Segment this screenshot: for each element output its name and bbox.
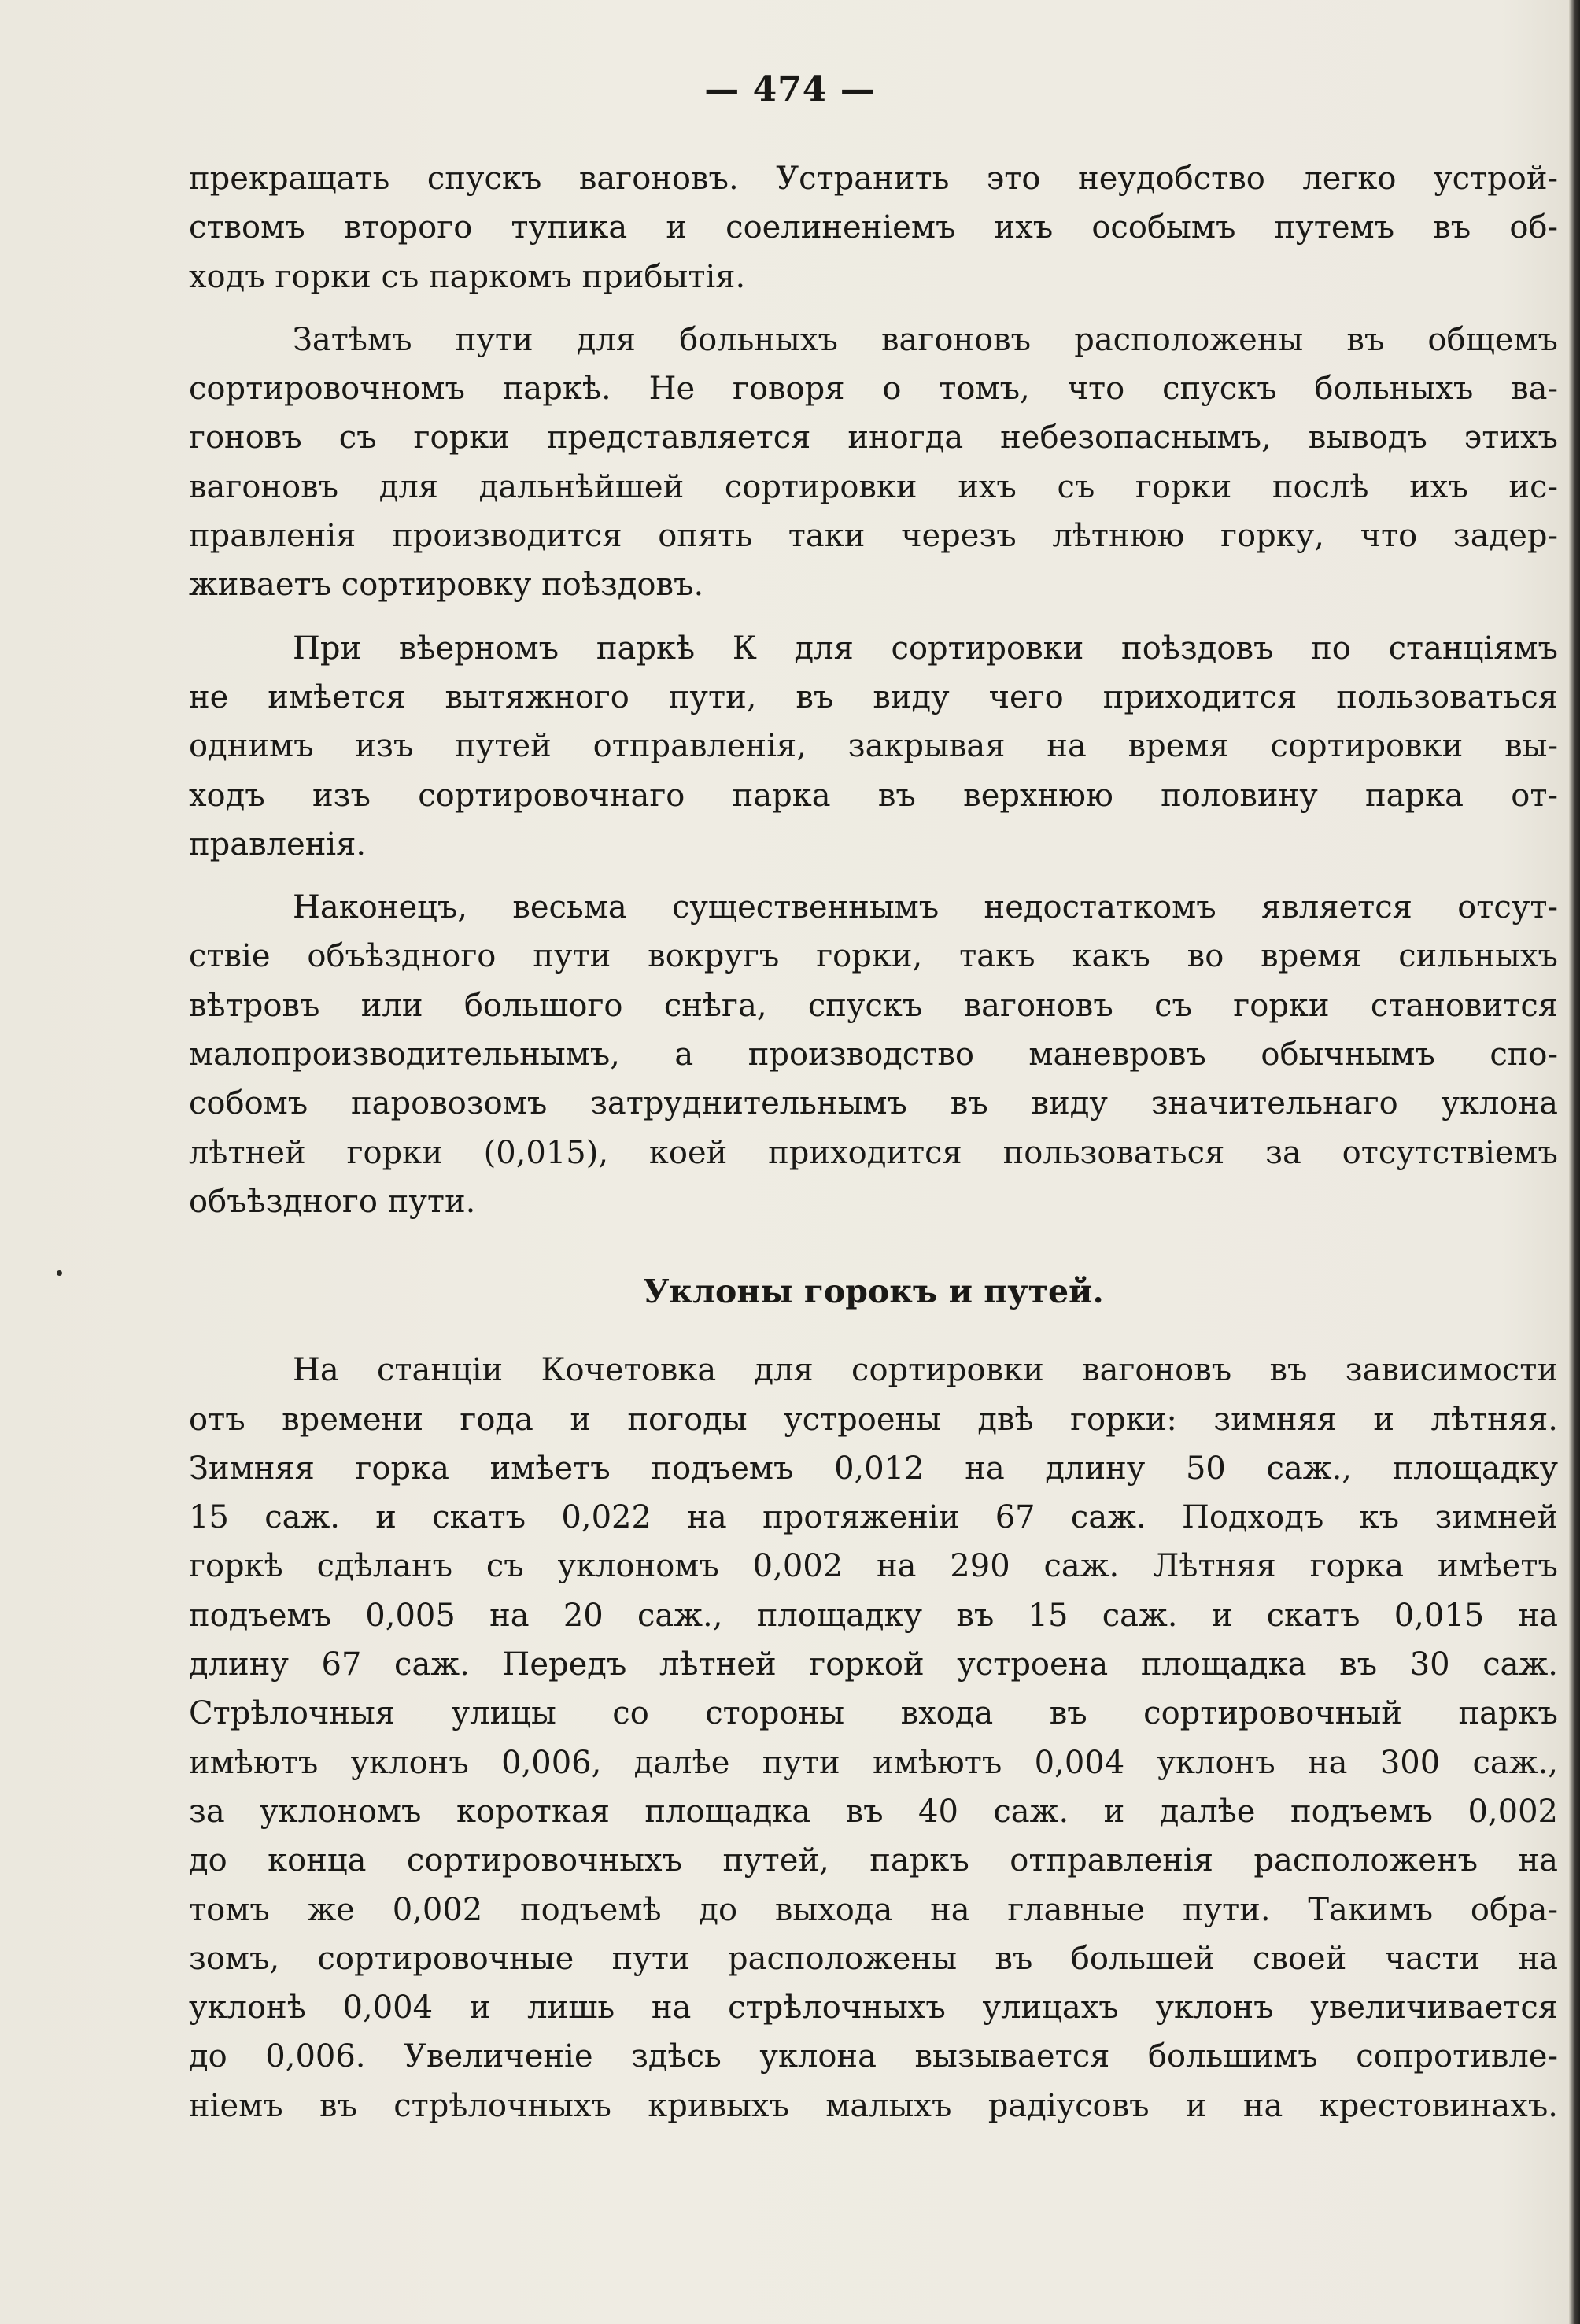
text-line: гоновъ съ горки представляется иногда небезопаснымъ, выводъ этихъ [189,419,1558,456]
ink-speck [57,1270,62,1276]
text-line: за уклономъ короткая площадка въ 40 саж. и далѣе подъемъ 0,002 [189,1793,1558,1830]
text-line: правленія. [189,826,367,863]
text-line: отъ времени года и погоды устроены двѣ горки: зимняя и лѣтняя. [189,1401,1558,1438]
text-line: ходъ горки съ паркомъ прибытія. [189,258,746,295]
text-line: вѣтровъ или большого снѣга, спускъ вагоновъ съ горки становится [189,987,1558,1024]
text-line: Затѣмъ пути для больныхъ вагоновъ расположены въ общемъ [293,321,1558,358]
text-line: не имѣется вытяжного пути, въ виду чего приходится пользоваться [189,678,1558,715]
text-line: вагоновъ для дальнѣйшей сортировки ихъ съ горки послѣ ихъ ис- [189,468,1558,505]
text-line: однимъ изъ путей отправленія, закрывая на время сортировки вы- [189,728,1558,765]
paragraph [189,316,1558,610]
text-line: сортировочномъ паркѣ. Не говоря о томъ, что спускъ больныхъ ва- [189,371,1558,408]
text-line: уклонѣ 0,004 и лишь на стрѣлочныхъ улицахъ уклонъ увеличивается [189,1990,1558,2027]
text-line: томъ же 0,002 подъемѣ до выхода на главные пути. Такимъ обра- [189,1891,1558,1928]
text-line: малопроизводительнымъ, а производство маневровъ обычнымъ спо- [189,1036,1558,1073]
text-line: На станціи Кочетовка для сортировки вагоновъ въ зависимости [293,1352,1558,1389]
text-line: имѣютъ уклонъ 0,006, далѣе пути имѣютъ 0,004 уклонъ на 300 саж., [189,1744,1558,1781]
text-line: лѣтней горки (0,015), коей приходится пользоваться за отсутствіемъ [189,1134,1558,1171]
text-line: Наконецъ, весьма существеннымъ недостаткомъ является отсут- [293,889,1558,926]
section-heading: Уклоны горокъ и путей. [643,1273,1104,1311]
text-line: При вѣерномъ паркѣ К для сортировки поѣздовъ по станціямъ [293,630,1558,667]
text-line: 15 саж. и скатъ 0,022 на протяженіи 67 саж. Подходъ къ зимней [189,1499,1558,1536]
text-line: живаетъ сортировку поѣздовъ. [189,567,704,604]
text-line: ствіе объѣздного пути вокругъ горки, такъ какъ во время сильныхъ [189,938,1558,975]
text-line: зомъ, сортировочные пути расположены въ большей своей части на [189,1940,1558,1977]
text-line: правленія производится опять таки черезъ лѣтнюю горку, что задер- [189,518,1558,555]
text-line: горкѣ сдѣланъ съ уклономъ 0,002 на 290 саж. Лѣтняя горка имѣетъ [189,1548,1558,1585]
text-line: ходъ изъ сортировочнаго парка въ верхнюю половину парка от- [189,777,1558,814]
text-line: прекращать спускъ вагоновъ. Устранить это неудобство легко устрой- [189,161,1558,197]
text-line: собомъ паровозомъ затруднительнымъ въ виду значительнаго уклона [189,1085,1558,1122]
binding-edge [1569,0,1580,2324]
paragraph [189,883,1558,1226]
text-line: длину 67 саж. Передъ лѣтней горкой устроена площадка въ 30 саж. [189,1646,1558,1683]
text-line: Зимняя горка имѣетъ подъемъ 0,012 на длину 50 саж., площадку [189,1450,1558,1487]
paragraph [189,154,1558,301]
text-line: Стрѣлочныя улицы со стороны входа въ сортировочный паркъ [189,1695,1558,1732]
text-line: ніемъ въ стрѣлочныхъ кривыхъ малыхъ радіусовъ и на крестовинахъ. [189,2087,1558,2124]
text-line: до 0,006. Увеличеніе здѣсь уклона вызывается большимъ сопротивле- [189,2038,1558,2075]
paragraph [189,624,1558,869]
text-line: ствомъ второго тупика и соелиненіемъ ихъ особымъ путемъ въ об- [189,209,1558,246]
body-text [189,154,1558,2130]
text-line: подъемъ 0,005 на 20 саж., площадку въ 15 саж. и скатъ 0,015 на [189,1597,1558,1634]
text-line: до конца сортировочныхъ путей, паркъ отправленія расположенъ на [189,1842,1558,1879]
page-number: — 474 — [704,69,876,109]
paragraph [189,1346,1558,2130]
text-line: объѣздного пути. [189,1183,476,1220]
